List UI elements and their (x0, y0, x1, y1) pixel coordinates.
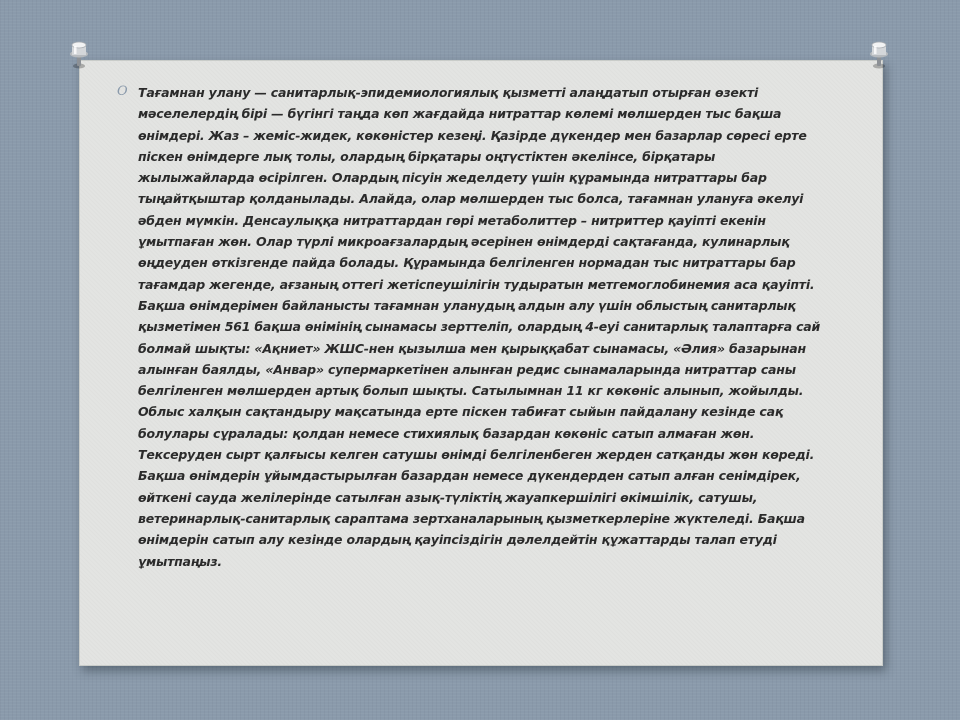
body-paragraph: Тағамнан улану — санитарлық-эпидемиологиялық қызметті алаңдатып отырған өзекті мәселелердің бірі — бүгінгі таңда көп жағдайда нитраттар көлемі мөлшерден тыс бақша өнімдері. Жаз – жеміс-жидек, көкөністер кезеңі. Қазірде дүкендер мен базарлар сөресі ерте піскен өнімдерге лық толы, олардың бірқатары оңтүстіктен әкелінсе, бірқатары жылыжайларда өсірілген. Олардың пісуін жеделдету үшін құрамында нитраттары бар тыңайтқыштар қолданылады. Алайда, олар мөлшерден тыс болса, тағамнан улануға әкелуі әбден мүмкін. Денсаулыққа нитраттардан гөрі метаболиттер – нитриттер қауіпті екенін ұмытпаған жөн. Олар түрлі микроағзалардың әсерінен өнімдерді сақтағанда, кулинарлық өңдеуден өткізгенде пайда болады. Құрамында белгіленген нормадан тыс нитраттары бар тағамдар жегенде, ағзаның оттегі жетіспеушілігін тудыратын метгемоглобинемия аса қауіпті. Бақша өнімдерімен байланысты тағамнан уланудың алдын алу үшін облыстың санитарлық қызметімен 561 бақша өнімінің сынамасы зерттеліп, олардың 4-еуі санитарлық талаптарға сай болмай шықты: «Ақниет» ЖШС-нен қызылша мен қырыққабат сынамасы, «Әлия» базарынан алынған баялды, «Анвар» супермаркетінен алынған редис сынамаларында нитраттар саны белгіленген мөлшерден артық болып шықты. Сатылымнан 11 кг көкөніс алынып, жойылды. Облыс халқын сақтандыру мақсатында ерте піскен табиғат сыйын пайдалану кезінде сақ болулары сұралады: қолдан немесе стихиялық базардан көкөніс сатып алмаған жөн. Тексеруден сырт қалғысы келген сатушы өнімді белгіленбеген жерден сатқанды жөн көреді. Бақша өнімдерін ұйымдастырылған базардан немесе дүкендерден сатып алған сенімдірек, өйткені сауда желілерінде сатылған азық-түліктің жауапкершілігі өкімшілік, сатушы, ветеринарлық-санитарлық сараптама зертханаларының қызметкерлеріне жүктеледі. Бақша өнімдерін сатып алу кезінде олардың қауіпсіздігін дәлелдейтін құжаттарды талап етуді ұмытпаңыз. (138, 85, 821, 569)
right-pushpin-icon (866, 40, 892, 70)
bullet-marker: O (117, 84, 128, 99)
slide-content (117, 82, 829, 572)
left-pushpin-icon (66, 40, 92, 70)
